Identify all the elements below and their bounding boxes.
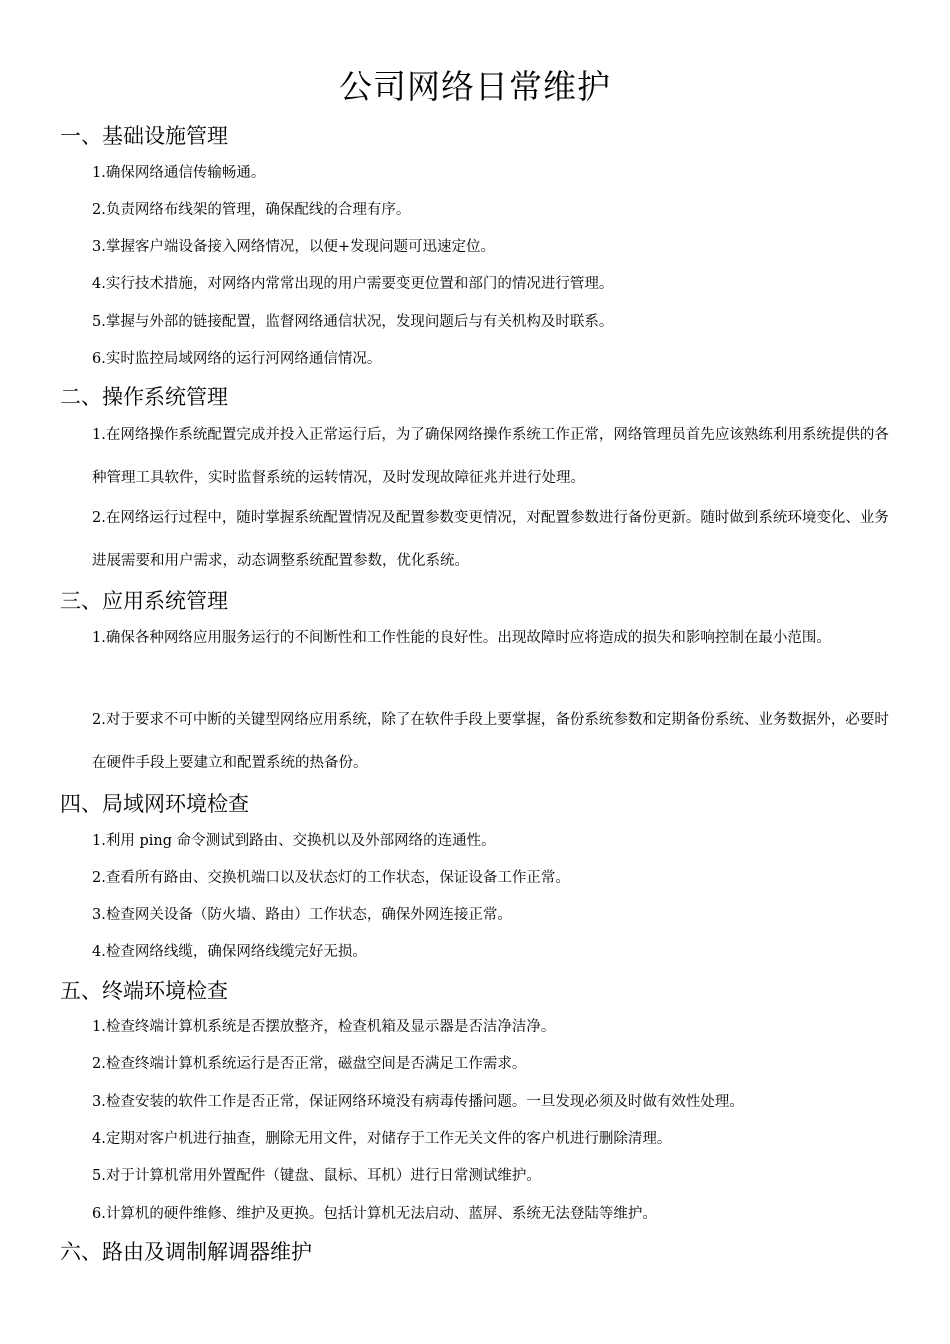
paragraph: 4.实行技术措施，对网络内常常出现的用户需要变更位置和部门的情况进行管理。	[92, 276, 614, 292]
section-heading: 二、操作系统管理	[60, 385, 228, 409]
paragraph: 4.定期对客户机进行抽查，删除无用文件，对储存于工作无关文件的客户机进行删除清理。	[92, 1131, 672, 1147]
paragraph: 3.掌握客户端设备接入网络情况，以便+发现问题可迅速定位。	[92, 239, 495, 255]
section-heading: 六、路由及调制解调器维护	[60, 1240, 312, 1264]
paragraph: 6.实时监控局域网络的运行河网络通信情况。	[92, 351, 382, 367]
paragraph: 2.在网络运行过程中，随时掌握系统配置情况及配置参数变更情况，对配置参数进行备份更新。随时做到系统环境变化、业务进展需要和用户需求，动态调整系统配置参数，优化系统。	[92, 510, 889, 569]
paragraph: 2.对于要求不可中断的关键型网络应用系统，除了在软件手段上要掌握，备份系统参数和定期备份系统、业务数据外，必要时在硬件手段上要建立和配置系统的热备份。	[92, 712, 889, 771]
section-heading: 一、基础设施管理	[60, 124, 228, 148]
paragraph: 6.计算机的硬件维修、维护及更换。包括计算机无法启动、蓝屏、系统无法登陆等维护。	[92, 1206, 657, 1222]
paragraph: 1.检查终端计算机系统是否摆放整齐，检查机箱及显示器是否洁净洁净。	[92, 1019, 556, 1035]
paragraph: 3.检查安装的软件工作是否正常，保证网络环境没有病毒传播问题。一旦发现必须及时做有效性处理。	[92, 1094, 744, 1110]
paragraph: 1.利用 ping 命令测试到路由、交换机以及外部网络的连通性。	[92, 833, 496, 849]
paragraph: 5.对于计算机常用外置配件（键盘、鼠标、耳机）进行日常测试维护。	[92, 1168, 541, 1184]
paragraph: 4.检查网络线缆，确保网络线缆完好无损。	[92, 944, 367, 960]
paragraph: 1.在网络操作系统配置完成并投入正常运行后，为了确保网络操作系统工作正常，网络管理员首先应该熟练利用系统提供的各种管理工具软件，实时监督系统的运转情况，及时发现故障征兆并进行处理。	[92, 427, 889, 486]
document-title: 公司网络日常维护	[339, 67, 611, 106]
paragraph: 5.掌握与外部的链接配置，监督网络通信状况，发现问题后与有关机构及时联系。	[92, 314, 614, 330]
paragraph: 2.查看所有路由、交换机端口以及状态灯的工作状态，保证设备工作正常。	[92, 870, 570, 886]
section-heading: 三、应用系统管理	[60, 589, 228, 613]
paragraph: 3.检查网关设备（防火墙、路由）工作状态，确保外网连接正常。	[92, 907, 512, 923]
section-heading: 四、局域网环境检查	[60, 792, 249, 816]
section-heading: 五、终端环境检查	[60, 979, 228, 1003]
paragraph: 1.确保各种网络应用服务运行的不间断性和工作性能的良好性。出现故障时应将造成的损失和影响控制在最小范围。	[92, 630, 831, 646]
paragraph: 2.检查终端计算机系统运行是否正常，磁盘空间是否满足工作需求。	[92, 1056, 527, 1072]
paragraph: 2.负责网络布线架的管理，确保配线的合理有序。	[92, 202, 411, 218]
paragraph: 1.确保网络通信传输畅通。	[92, 165, 266, 181]
